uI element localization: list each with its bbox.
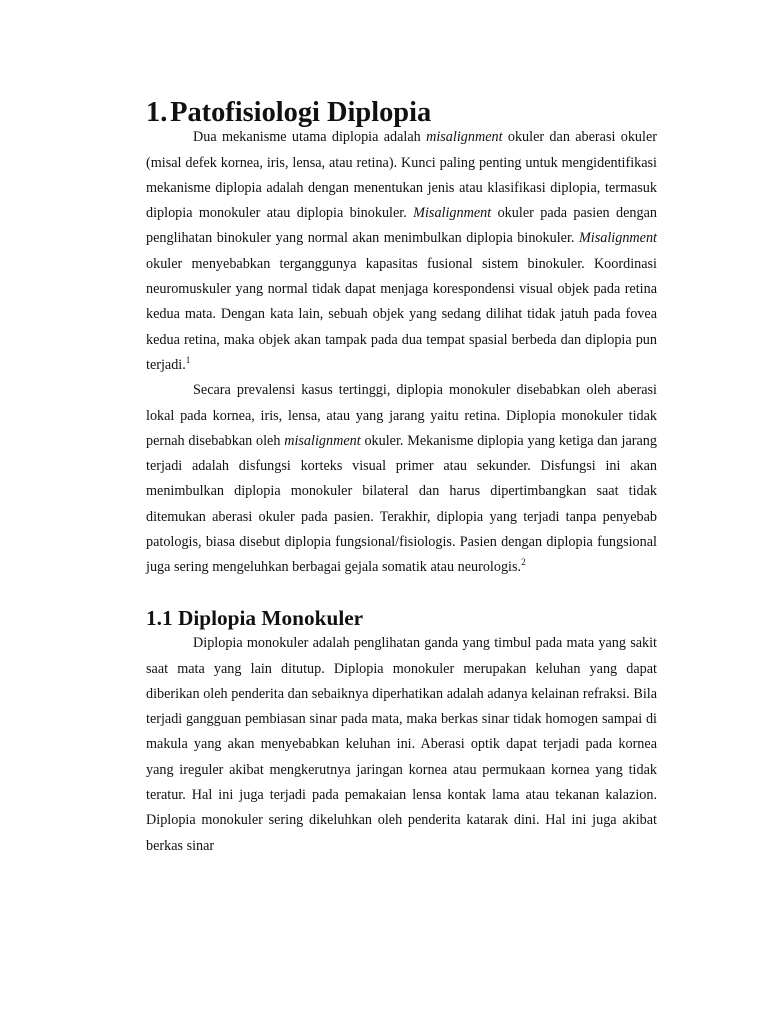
italic-term: misalignment <box>284 432 361 449</box>
section-number: 1. <box>146 97 168 128</box>
italic-term: Misalignment <box>413 205 492 222</box>
text-run: okuler menyebabkan terganggunya kapasitas fusional sistem binokuler. Koordinasi neuromuskuler yang normal tidak dapat menjaga korespondensi visual objek pada retina kedua mata. Dengan kata lain, sebuah objek yang sedang dilihat tidak jatuh pada fovea kedua retina, maka objek akan tampak pada dua tempat spasial berbeda dan diplopia pun terjadi. <box>146 255 657 373</box>
reference-superscript: 2 <box>521 557 526 568</box>
italic-term: misalignment <box>426 129 503 146</box>
section-title: Patofisiologi Diplopia <box>170 97 432 128</box>
text-run: okuler. Mekanisme diplopia yang ketiga dan jarang terjadi adalah disfungsi korteks visual primer atau sekunder. Disfungsi ini akan menimbulkan diplopia monokuler bilateral dan harus dipertimbangkan saat tidak ditemukan aberasi okuler pada pasien. Terakhir, diplopia yang terjadi tanpa penyebab patologis, biasa disebut diplopia fungsional/fisiologis. Pasien dengan diplopia fungsional juga sering mengeluhkan berbagai gejala somatik atau neurologis. <box>146 432 657 576</box>
text-run: okuler pada pasien dengan penglihatan binokuler yang normal akan menimbulkan diplopia binokuler. <box>146 205 657 247</box>
subsection-heading-monokuler: 1.1 Diplopia Monokuler <box>146 605 364 630</box>
paragraph-prevalensi <box>146 378 657 580</box>
text-run: Secara prevalensi kasus tertinggi, diplopia monokuler disebabkan oleh aberasi lokal pada kornea, iris, lensa, atau yang jarang yaitu retina. Diplopia monokuler tidak pernah disebabkan oleh <box>146 382 657 449</box>
text-run: Diplopia monokuler adalah penglihatan ganda yang timbul pada mata yang sakit saat mata yang lain ditutup. Diplopia monokuler merupakan keluhan yang dapat diberikan oleh penderita dan sebaiknya diperhatikan adalah adanya kelainan refraksi. Bila terjadi gangguan pembiasan sinar pada mata, maka berkas sinar tidak homogen sampai di makula yang akan menyebabkan keluhan ini. Aberasi optik dapat terjadi pada kornea yang ireguler akibat mengkerutnya jaringan kornea atau permukaan kornea yang tidak teratur. Hal ini juga terjadi pada pemakaian lensa kontak lama atau tekanan kalazion. Diplopia monokuler sering dikeluhkan oleh penderita katarak dini. Hal ini juga akibat berkas sinar <box>146 635 657 854</box>
text-run: okuler dan aberasi okuler (misal defek kornea, iris, lensa, atau retina). Kunci paling penting untuk mengidentifikasi mekanisme diplopia adalah dengan menentukan jenis atau klasifikasi diplopia, termasuk diplopia monokuler atau diplopia binokuler. <box>146 129 657 222</box>
paragraph-monokuler <box>146 631 657 859</box>
text-run: Dua mekanisme utama diplopia adalah <box>193 129 427 146</box>
italic-term: Misalignment <box>578 230 657 247</box>
document-page <box>146 97 657 859</box>
paragraph-mekanisme <box>146 125 657 378</box>
section-heading-patofisiologi <box>146 97 657 128</box>
reference-superscript: 1 <box>185 354 191 365</box>
